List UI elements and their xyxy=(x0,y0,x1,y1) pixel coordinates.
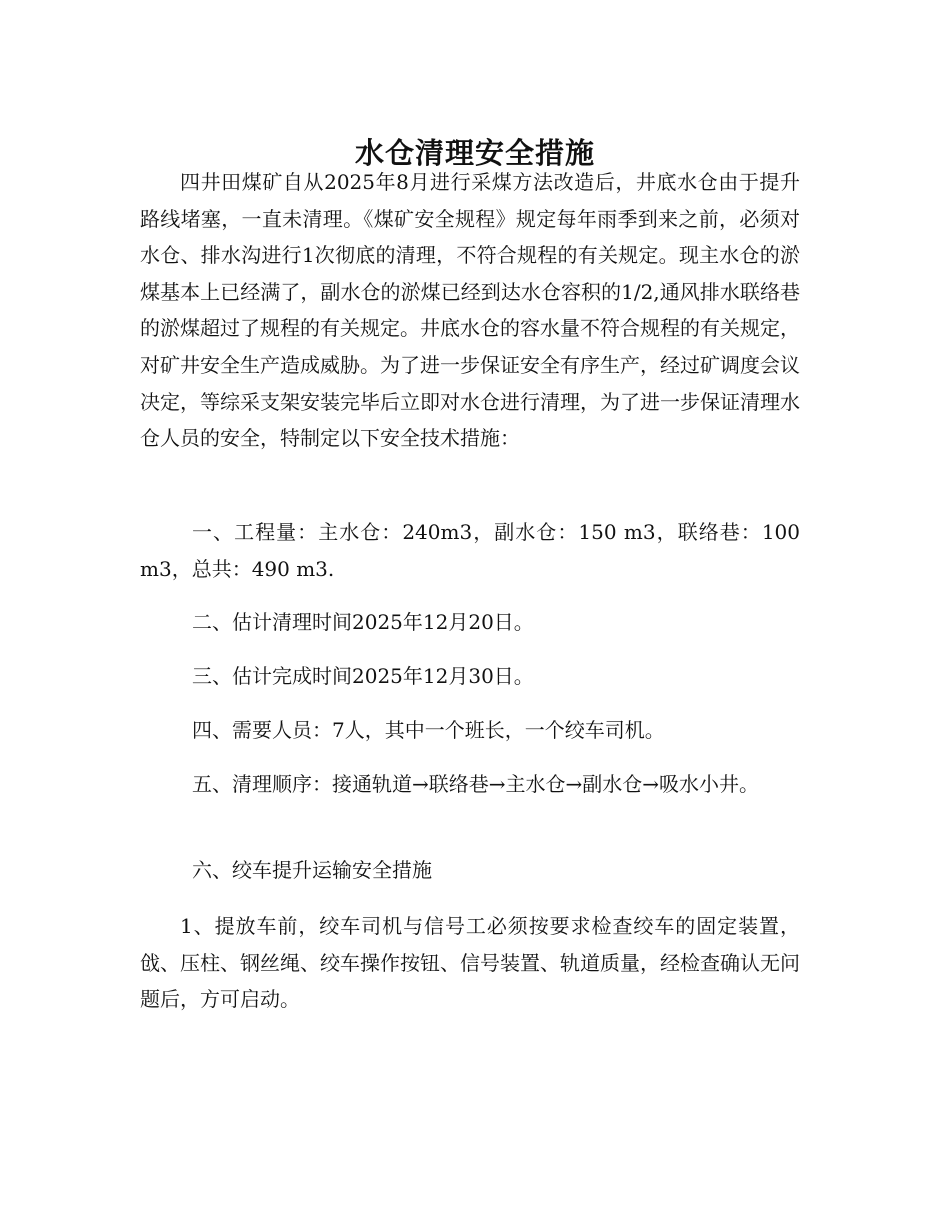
item-winch-safety-heading: 六、绞车提升运输安全措施 xyxy=(192,858,432,882)
item-cleaning-order: 五、清理顺序：接通轨道→联络巷→主水仓→副水仓→吸水小井。 xyxy=(192,772,760,796)
intro-paragraph: 四井田煤矿自从2025年8月进行采煤方法改造后，井底水仓由于提升路线堵塞，一直未清理。《煤矿安全规程》规定每年雨季到来之前，必须对水仓、排水沟进行1次彻底的清理，不符合规程的有关规定。现主水仓的淤煤基本上已经满了，副水仓的淤煤已经到达水仓容积的1/2,通风排水联络巷的淤煤超过了规程的有关规定。井底水仓的容水量不符合规程的有关规定，对矿井安全生产造成威胁。为了进一步保证安全有序生产，经过矿调度会议决定，等综采支架安装完毕后立即对水仓进行清理，为了进一步保证清理水仓人员的安全，特制定以下安全技术措施： xyxy=(140,170,800,451)
item-finish-time: 三、估计完成时间2025年12月30日。 xyxy=(192,664,534,688)
document-title: 水仓清理安全措施 xyxy=(354,136,595,171)
item-workload: 一、工程量：主水仓：240m3，副水仓：150 m3，联络巷：100 m3，总共：490 m3. xyxy=(140,520,800,581)
item-winch-check-rule: 1、提放车前，绞车司机与信号工必须按要求检查绞车的固定装置，戗、压柱、钢丝绳、绞车操作按钮、信号装置、轨道质量，经检查确认无问题后，方可启动。 xyxy=(140,914,800,1012)
item-personnel: 四、需要人员：7人，其中一个班长，一个绞车司机。 xyxy=(192,718,665,742)
item-start-time: 二、估计清理时间2025年12月20日。 xyxy=(192,610,534,634)
